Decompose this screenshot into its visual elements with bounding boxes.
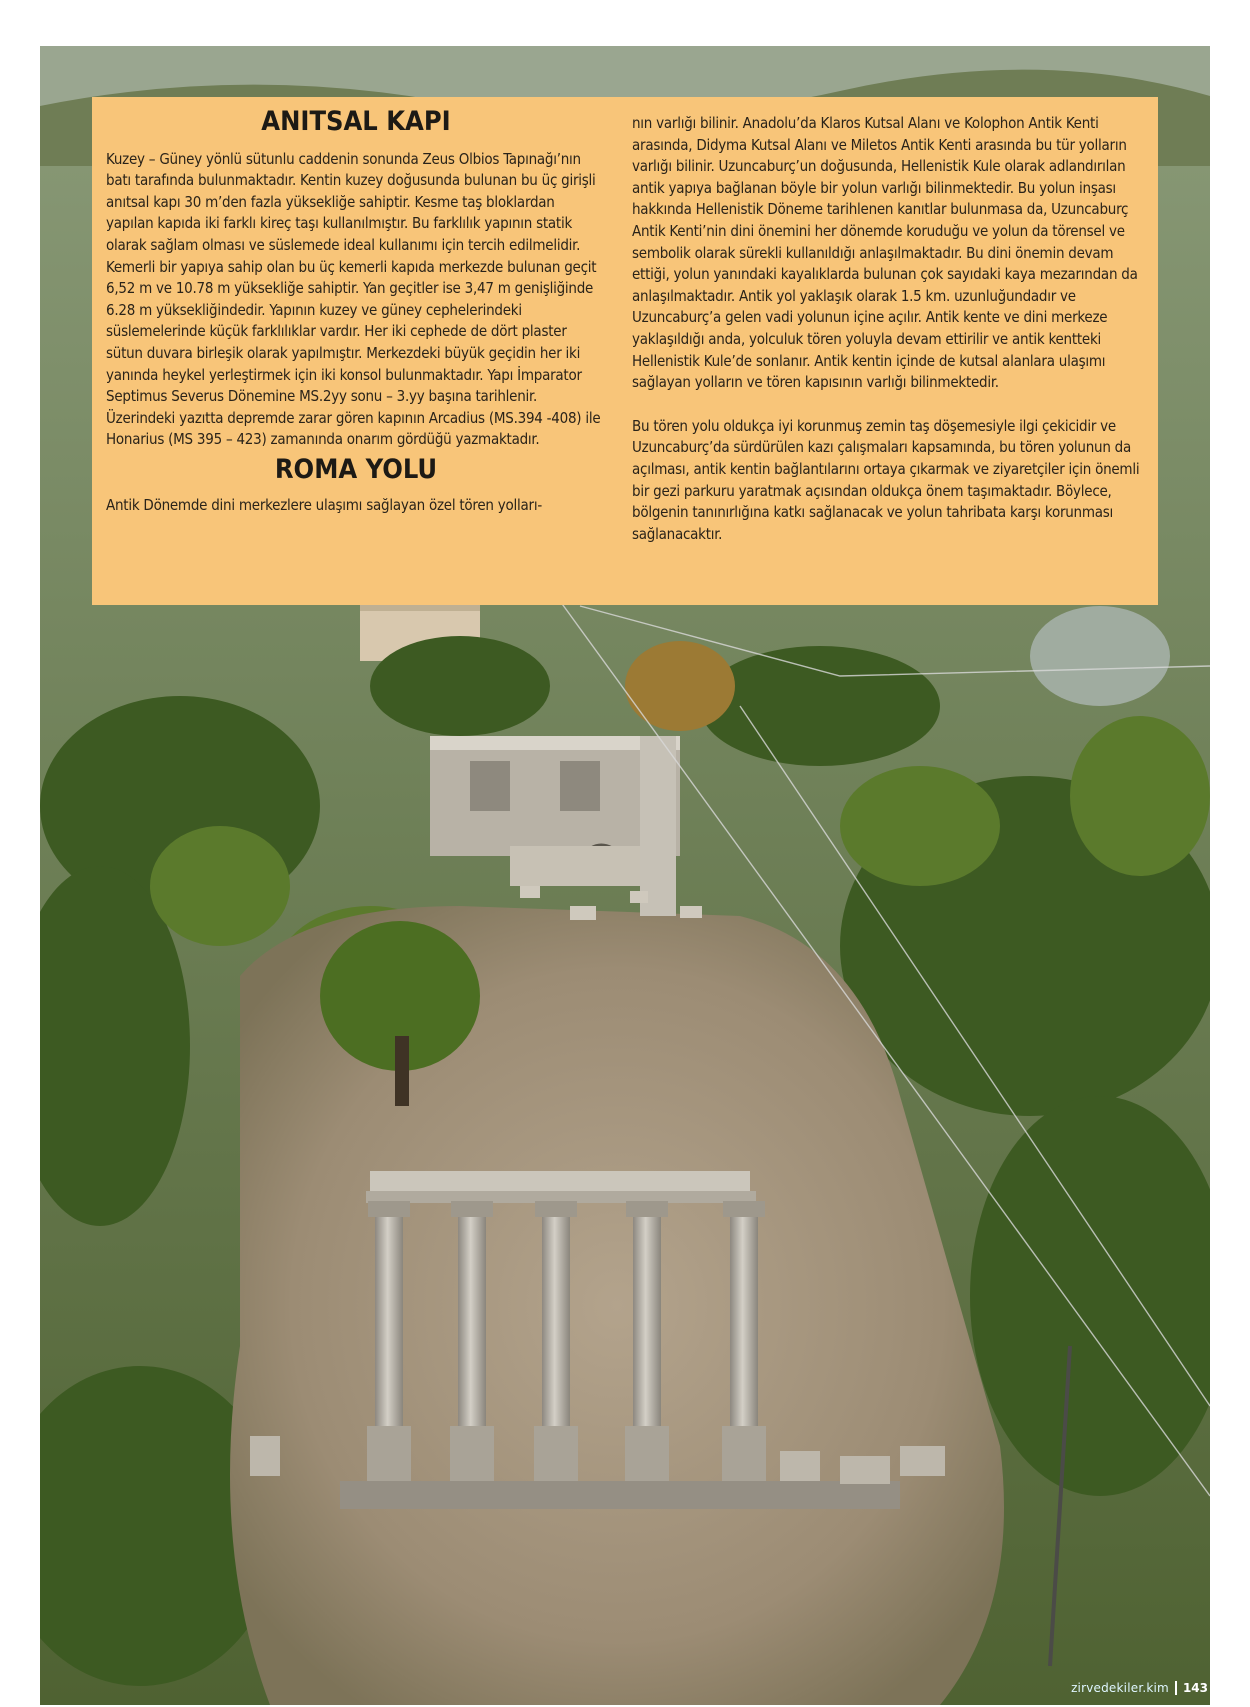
anitsal-kapi-paragraph: Kuzey – Güney yönlü sütunlu caddenin sonunda Zeus Olbios Tapınağı’nın batı tarafında bulunmaktadır. Kentin kuzey doğusunda bulunan bu üç girişli anıtsal kapı 30 m’den fazla yüksekliğe sahiptir. Kesme taş bloklardan yapılan kapıda iki farklı kireç taşı kullanılmıştır. Bu farklılık yapının statik olarak sağlam olması ve süslemede ideal kullanımı için tercih edilmelidir. Kemerli bir yapıya sahip olan bu üç kemerli kapıda merkezde bulunan geçit 6,52 m ve 10.78 m yüksekliğe sahiptir. Yan geçitler ise 3,47 m genişliğinde 6.28 m yüksekliğindedir. Yapının kuzey ve güney cephelerindeki süslemelerinde küçük farklılıklar vardır. Her iki cephede de dört plaster sütun duvara birleşik olarak yapılmıştır. Merkezdeki büyük geçidin her iki yanında heykel yerleştirmek için iki konsol bulunmaktadır. Yapı İmparator Septimus Severus Dönemine MS.2yy sonu – 3.yy başına tarihlenir. Üzerindeki yazıtta depremde zarar gören kapının Arcadius (MS.394 -408) ile Honarius (MS 395 – 423) zamanında onarım gördüğü yazmaktadır. bbox=[106, 149, 601, 449]
page-number: 143 bbox=[1182, 1681, 1208, 1695]
heading-anitsal-kapi: ANITSAL KAPI bbox=[261, 106, 451, 137]
roma-yolu-paragraph-cont: nın varlığı bilinir. Anadolu’da Klaros Kutsal Alanı ve Kolophon Antik Kenti arasında, Didyma Kutsal Alanı ve Miletos Antik Kenti arasında bu tür yolların varlığı bilinir. Uzuncaburç’un doğusunda, Hellenistik Kule olarak adlandırılan antik yapıya bağlanan böyle bir yolun varlığı bilinmektedir. Bu yolun inşası hakkında Hellenistik Döneme tarihlenen kanıtlar bulunmasa da, Uzuncaburç Antik Kenti’nin dini önemini her dönemde koruduğu ve yolun da törensel ve sembolik olarak sürekli kullanıldığı anlaşılmaktadır. Bu dini önemin devam ettiği, yolun yanındaki kayalıklarda bulunan çok sayıdaki kaya mezarından da anlaşılmaktadır. Antik yol yaklaşık olarak 1.5 km. uzunluğundadır ve Uzuncaburç’a gelen vadi yolunun içine açılır. Antik kente ve dini merkeze yaklaşıldığı anda, yolculuk tören yoluyla devam ettirilir ve antik kentteki Hellenistik Kule’de sonlanır. Antik kentin içinde de kutsal alanlara ulaşımı sağlayan yolların ve tören kapısının varlığı bilinmektedir. bbox=[632, 114, 1138, 392]
heading-roma-yolu: ROMA YOLU bbox=[274, 453, 438, 485]
left-column bbox=[106, 106, 606, 516]
text-panel bbox=[92, 97, 1158, 605]
footer-divider bbox=[1175, 1681, 1177, 1695]
right-column bbox=[632, 113, 1144, 545]
roma-yolu-paragraph-start: Antik Dönemde dini merkezlere ulaşımı sağlayan özel tören yolları- bbox=[106, 495, 542, 514]
page-footer bbox=[1071, 1681, 1208, 1695]
roma-yolu-paragraph-2: Bu tören yolu oldukça iyi korunmuş zemin taş döşemesiyle ilgi çekicidir ve Uzuncaburç’da sürdürülen kazı çalışmaları kapsamında, bu tören yolunun da açılması, antik kentin bağlantılarını ortaya çıkarmak ve ziyaretçiler için önemli bir gezi parkuru yaratmak açısından oldukça önem taşımaktadır. Böylece, bölgenin tanınırlığına katkı sağlanacak ve yolun tahribata karşı korunması sağlanacaktır. bbox=[632, 416, 1140, 543]
footer-site: zirvedekiler.kim bbox=[1071, 1681, 1169, 1695]
